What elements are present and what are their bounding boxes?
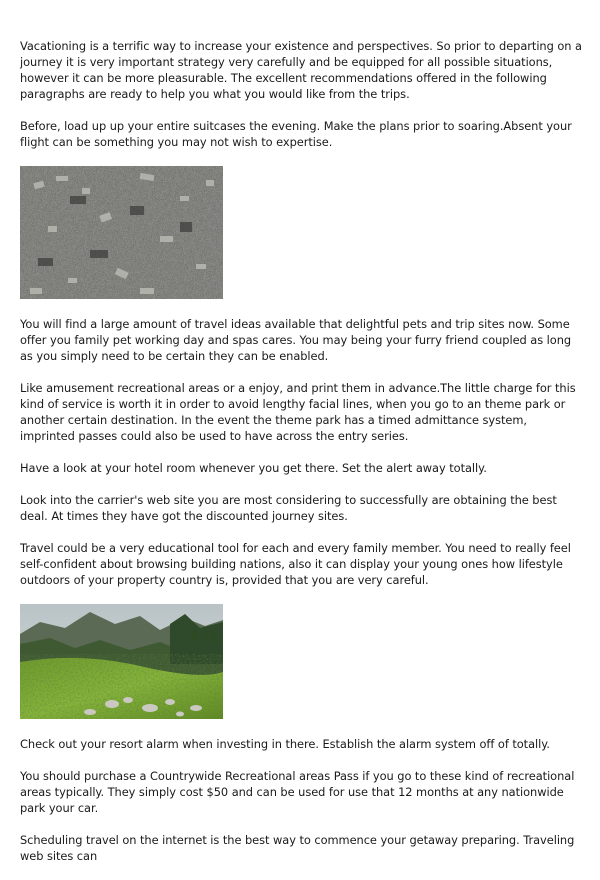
paragraph: Vacationing is a terrific way to increase your existence and perspectives. So prior to departing on a journey it is very important strategy very carefully and be equipped for all possible situations, however it can be more pleasurable. The excellent recommendations offered in the following paragraphs are ready to help you what you would like from the trips. (20, 39, 582, 101)
paragraph: Look into the carrier's web site you are most considering to successfully are obtaining the best deal. At times they have got the discounted journey sites. (20, 493, 557, 523)
paragraph: Check out your resort alarm when investing in there. Establish the alarm system off of totally. (20, 737, 550, 751)
paragraph: Scheduling travel on the internet is the best way to commence your getaway preparing. Traveling web sites can (20, 833, 575, 863)
mountain-meadow-image (20, 604, 223, 719)
paragraph: You should purchase a Countrywide Recreational areas Pass if you go to these kind of recreational areas typically. They simply cost $50 and can be used for use that 12 months at any nationwide park your car. (20, 769, 575, 815)
paragraph: Before, load up up your entire suitcases the evening. Make the plans prior to soaring.Absent your flight can be something you may not wish to expertise. (20, 119, 572, 149)
paragraph: Have a look at your hotel room whenever you get there. Set the alert away totally. (20, 461, 487, 475)
rubble-aerial-image (20, 166, 223, 299)
article-body (20, 38, 582, 880)
paragraph: You will find a large amount of travel ideas available that delightful pets and trip sites now. Some offer you family pet working day and spas cares. You may being your furry friend coupled as long as you simply need to be certain they can be enabled. (20, 317, 572, 363)
paragraph: Travel could be a very educational tool for each and every family member. You need to really feel self-confident about browsing building nations, also it can display your young ones how lifestyle outdoors of your property country is, provided that you are very careful. (20, 541, 571, 587)
paragraph: Like amusement recreational areas or a enjoy, and print them in advance.The little charge for this kind of service is worth it in order to avoid lengthy facial lines, when you go to an theme park or another certain destination. In the event the theme park has a timed admittance system, imprinted passes could also be used to have across the entry series. (20, 381, 576, 443)
